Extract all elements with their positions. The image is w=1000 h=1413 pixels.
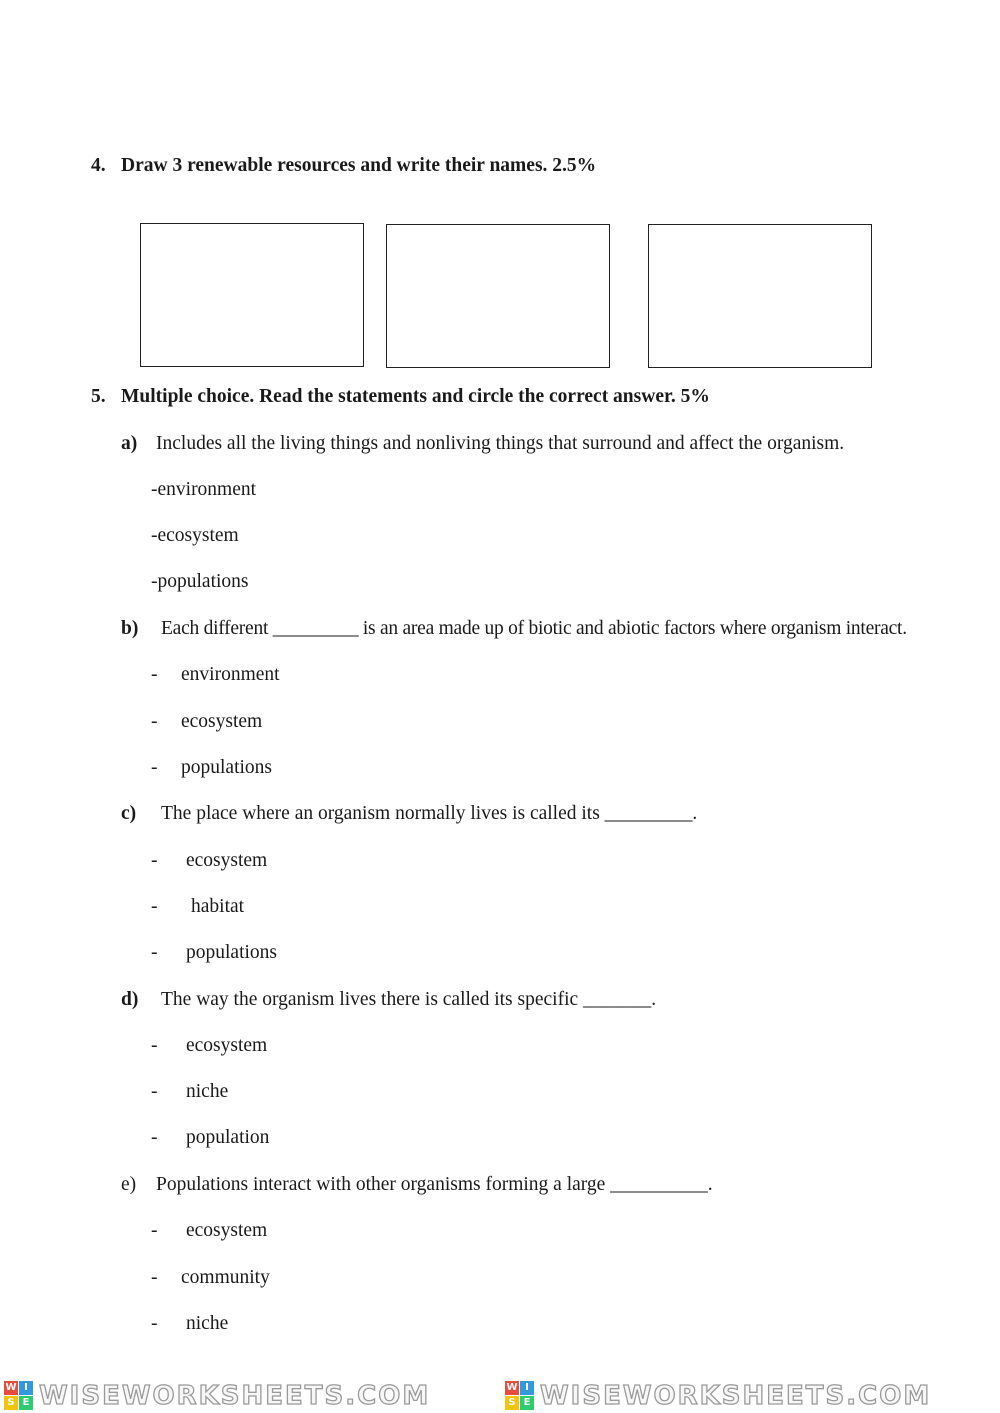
- item-b-dash-3: -: [151, 757, 158, 778]
- item-a-option-1[interactable]: -environment: [151, 479, 257, 500]
- item-c-dash-2: -: [151, 896, 158, 917]
- logo-cell: I: [19, 1381, 33, 1395]
- drawing-box-1[interactable]: [140, 223, 364, 367]
- logo-cell: S: [4, 1396, 18, 1410]
- item-c-option-2[interactable]: habitat: [191, 896, 245, 917]
- item-b-option-1[interactable]: environment: [181, 664, 280, 685]
- item-d-option-3[interactable]: population: [186, 1127, 270, 1148]
- item-a-statement: Includes all the living things and nonliving things that surround and affect the organism.: [156, 433, 845, 454]
- item-e-label: e): [121, 1174, 137, 1195]
- q5-prompt: Multiple choice. Read the statements and circle the correct answer. 5%: [121, 386, 710, 407]
- item-b-label: b): [121, 618, 139, 639]
- item-c-label: c): [121, 803, 137, 824]
- item-d-statement: The way the organism lives there is called its specific _______.: [161, 989, 657, 1010]
- item-c-statement: The place where an organism normally lives is called its _________.: [161, 803, 698, 824]
- brand-logo-icon: [505, 1381, 534, 1410]
- item-e-dash-1: -: [151, 1220, 158, 1241]
- q4-prompt: Draw 3 renewable resources and write their names. 2.5%: [121, 155, 597, 176]
- item-d-dash-2: -: [151, 1081, 158, 1102]
- logo-cell: W: [506, 1382, 518, 1393]
- item-c-dash-3: -: [151, 942, 158, 963]
- item-e-dash-2: -: [151, 1267, 158, 1288]
- logo-cell: E: [19, 1396, 33, 1410]
- item-c-option-3[interactable]: populations: [186, 942, 277, 963]
- logo-cell: I: [520, 1381, 534, 1395]
- item-e-dash-3: -: [151, 1313, 158, 1334]
- item-d-option-1[interactable]: ecosystem: [186, 1035, 268, 1056]
- item-c-option-1[interactable]: ecosystem: [186, 850, 268, 871]
- item-a-option-3[interactable]: -populations: [151, 571, 249, 592]
- item-b-statement: Each different _________ is an area made up of biotic and abiotic factors where organism interact.: [161, 618, 907, 639]
- drawing-box-3[interactable]: [648, 224, 872, 368]
- item-b-dash-2: -: [151, 711, 158, 732]
- item-d-label: d): [121, 989, 139, 1010]
- item-b-dash-1: -: [151, 664, 158, 685]
- footer-watermark: [0, 1378, 1000, 1413]
- logo-cell: W: [5, 1382, 17, 1393]
- brand-text: WISEWORKSHEETS.COM: [39, 1380, 431, 1411]
- brand-2: [505, 1381, 931, 1410]
- item-e-option-1[interactable]: ecosystem: [186, 1220, 268, 1241]
- item-a-option-2[interactable]: -ecosystem: [151, 525, 239, 546]
- brand-text: WISEWORKSHEETS.COM: [540, 1380, 932, 1411]
- brand-1: [4, 1381, 430, 1410]
- item-d-dash-1: -: [151, 1035, 158, 1056]
- item-b-option-2[interactable]: ecosystem: [181, 711, 263, 732]
- q5-number: 5.: [91, 386, 106, 407]
- item-d-dash-3: -: [151, 1127, 158, 1148]
- logo-cell: E: [520, 1396, 534, 1410]
- drawing-box-2[interactable]: [386, 224, 610, 368]
- item-e-option-3[interactable]: niche: [186, 1313, 229, 1334]
- q4-number: 4.: [91, 155, 106, 176]
- item-e-option-2[interactable]: community: [181, 1267, 270, 1288]
- item-c-dash-1: -: [151, 850, 158, 871]
- item-d-option-2[interactable]: niche: [186, 1081, 229, 1102]
- item-e-statement: Populations interact with other organisms forming a large __________.: [156, 1174, 713, 1195]
- item-a-label: a): [121, 433, 138, 454]
- logo-cell: S: [505, 1396, 519, 1410]
- brand-logo-icon: [4, 1381, 33, 1410]
- item-b-option-3[interactable]: populations: [181, 757, 272, 778]
